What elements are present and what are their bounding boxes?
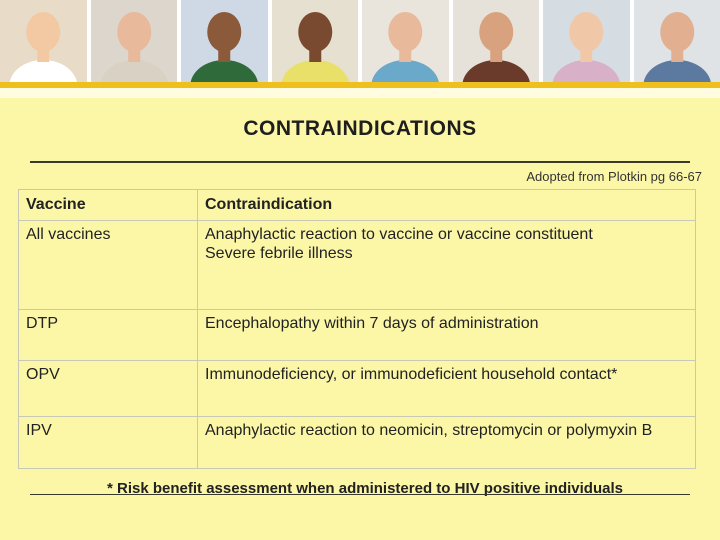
vaccine-cell: IPV [19,417,198,469]
slide-title: CONTRAINDICATIONS [243,117,477,140]
banner-underlay [0,88,720,98]
photo-young-woman [453,0,544,82]
column-header-contraindication: Contraindication [198,190,696,221]
table-row [19,361,696,417]
footnote-divider [30,494,690,495]
photo-elderly-man [91,0,182,82]
photo-girl-vaccinated [543,0,634,82]
photo-baby [0,0,91,82]
contraindications-table [18,189,696,469]
photo-smiling-boy [181,0,272,82]
contraindication-line: Severe febrile illness [205,245,353,262]
table-row [19,310,696,361]
column-header-vaccine: Vaccine [19,190,198,221]
contraindication-line: Anaphylactic reaction to vaccine or vaccine constituent [205,226,593,243]
contraindication-cell [198,221,696,310]
table-row [19,221,696,310]
footnote: * Risk benefit assessment when administered to HIV positive individuals [107,480,623,497]
photo-banner [0,0,720,82]
photo-elderly-woman [362,0,453,82]
table-header-row [19,190,696,221]
photo-teen-boy [634,0,720,82]
vaccine-cell: DTP [19,310,198,361]
vaccine-cell: OPV [19,361,198,417]
source-citation: Adopted from Plotkin pg 66-67 [526,169,702,184]
contraindication-line: Anaphylactic reaction to neomicin, streptomycin or polymyxin B [205,422,653,439]
contraindication-line: Immunodeficiency, or immunodeficient household contact* [205,366,618,383]
contraindication-cell [198,361,696,417]
contraindication-cell [198,310,696,361]
table-row [19,417,696,469]
contraindication-line: Encephalopathy within 7 days of administration [205,315,539,332]
photo-child [272,0,363,82]
vaccine-cell: All vaccines [19,221,198,310]
title-divider [30,161,690,163]
contraindication-cell [198,417,696,469]
